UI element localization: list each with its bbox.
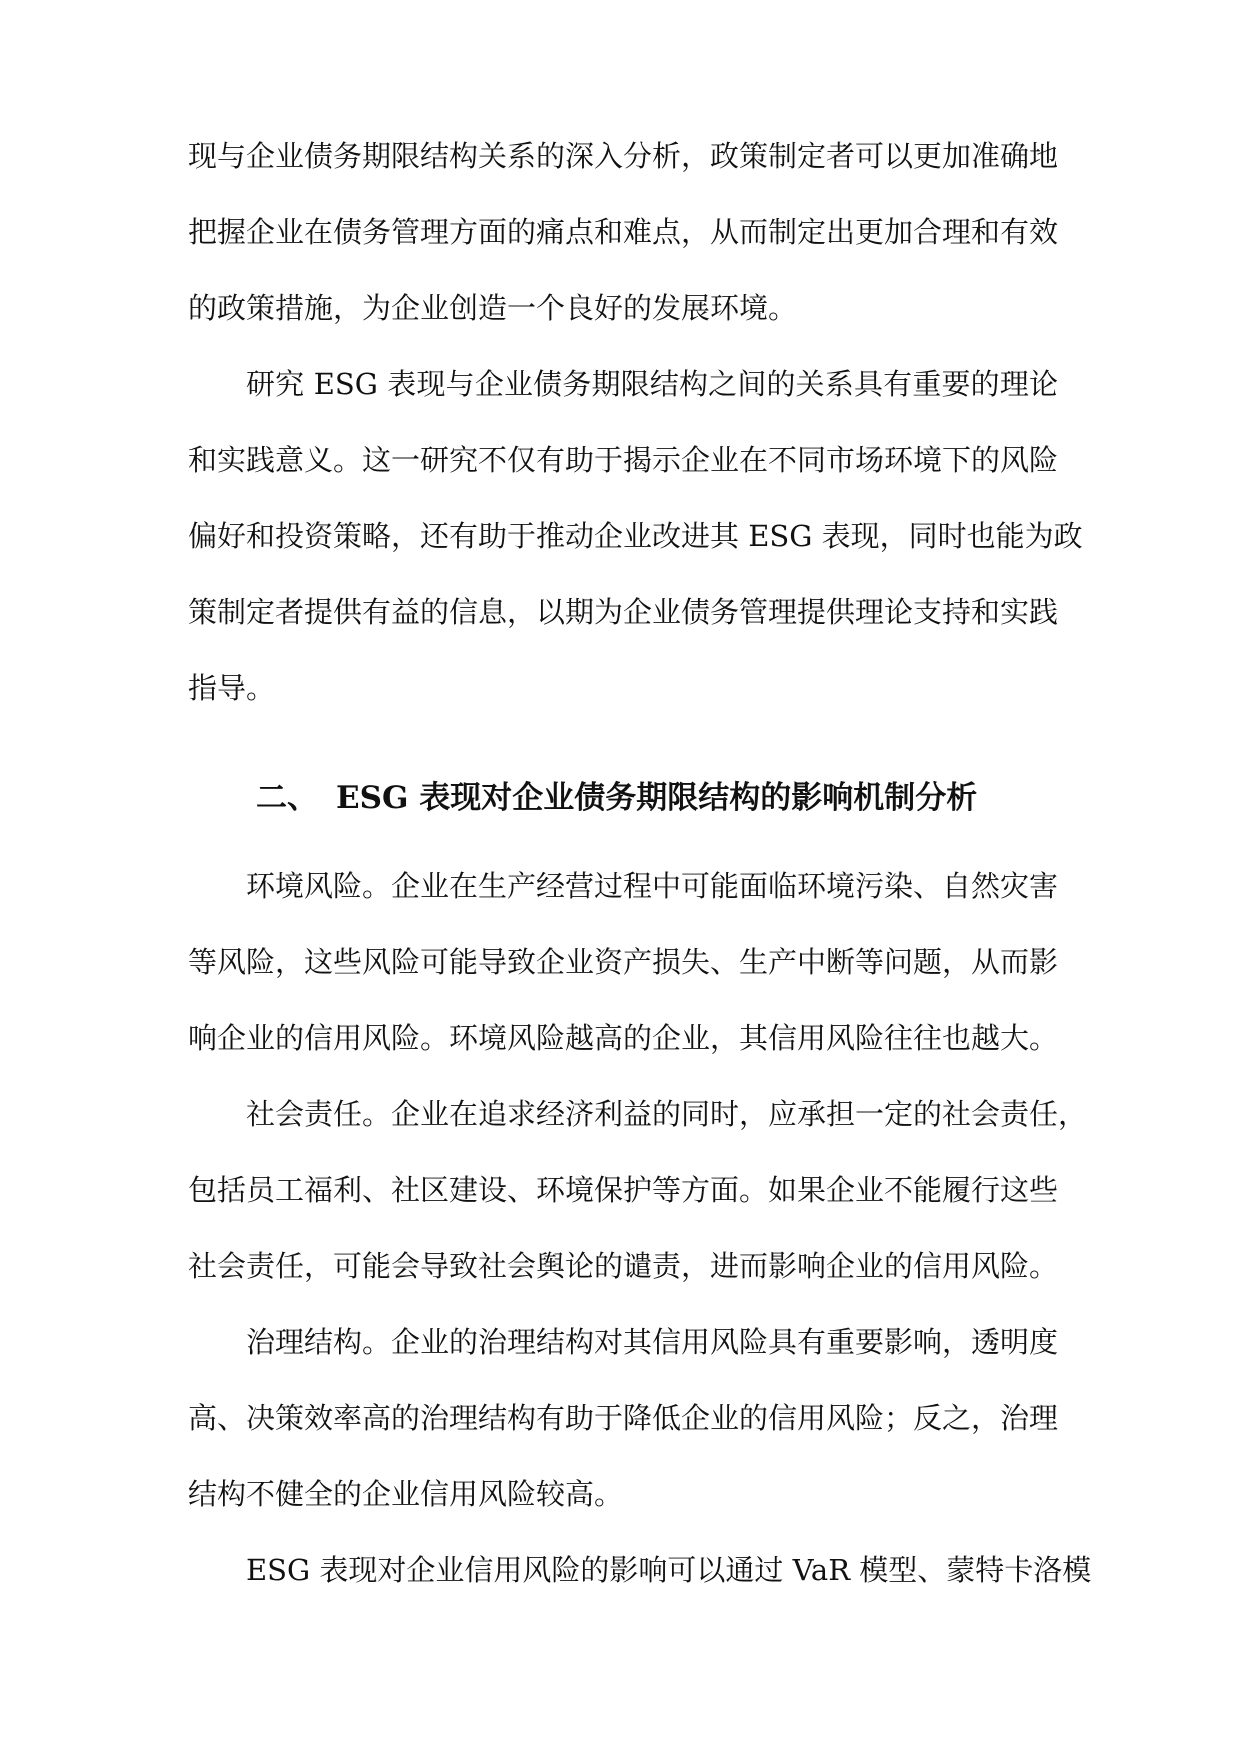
paragraph-2-line-4: 策制定者提供有益的信息，以期为企业债务管理提供理论支持和实践 xyxy=(188,595,1059,629)
paragraph-4-line-2: 包括员工福利、社区建设、环境保护等方面。如果企业不能履行这些 xyxy=(188,1173,1059,1207)
section-heading xyxy=(256,776,1016,820)
paragraph-2-line-1: 研究 ESG 表现与企业债务期限结构之间的关系具有重要的理论 xyxy=(246,367,1058,401)
paragraph-1-line-3: 的政策措施，为企业创造一个良好的发展环境。 xyxy=(188,291,798,325)
paragraph-1-line-2: 把握企业在债务管理方面的痛点和难点，从而制定出更加合理和有效 xyxy=(188,215,1059,249)
paragraph-4-line-3: 社会责任，可能会导致社会舆论的谴责，进而影响企业的信用风险。 xyxy=(188,1249,1059,1283)
paragraph-1-line-1: 现与企业债务期限结构关系的深入分析，政策制定者可以更加准确地 xyxy=(188,139,1059,173)
paragraph-4-line-1: 社会责任。企业在追求经济利益的同时，应承担一定的社会责任， xyxy=(246,1097,1088,1131)
paragraph-3-line-1: 环境风险。企业在生产经营过程中可能面临环境污染、自然灾害 xyxy=(246,869,1059,903)
paragraph-2-line-2: 和实践意义。这一研究不仅有助于揭示企业在不同市场环境下的风险 xyxy=(188,443,1059,477)
paragraph-2-line-3: 偏好和投资策略，还有助于推动企业改进其 ESG 表现，同时也能为政 xyxy=(188,519,1083,553)
paragraph-5-line-3: 结构不健全的企业信用风险较高。 xyxy=(188,1477,624,1511)
paragraph-2-line-5: 指导。 xyxy=(188,671,276,705)
paragraph-3-line-3: 响企业的信用风险。环境风险越高的企业，其信用风险往往也越大。 xyxy=(188,1021,1059,1055)
paragraph-3-line-2: 等风险，这些风险可能导致企业资产损失、生产中断等问题，从而影 xyxy=(188,945,1059,979)
section-heading-title: ESG 表现对企业债务期限结构的影响机制分析 xyxy=(336,780,978,816)
paragraph-5-line-2: 高、决策效率高的治理结构有助于降低企业的信用风险；反之，治理 xyxy=(188,1401,1059,1435)
section-heading-number: 二、 xyxy=(256,780,318,816)
paragraph-5-line-1: 治理结构。企业的治理结构对其信用风险具有重要影响，透明度 xyxy=(246,1325,1059,1359)
paragraph-6-line-1: ESG 表现对企业信用风险的影响可以通过 VaR 模型、蒙特卡洛模 xyxy=(246,1553,1092,1587)
